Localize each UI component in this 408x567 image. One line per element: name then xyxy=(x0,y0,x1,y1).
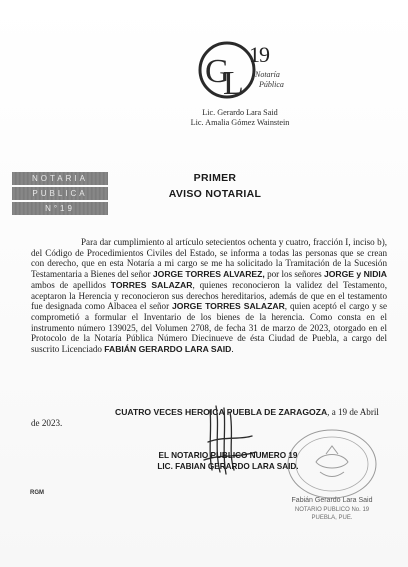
body-text: ambos de apellidos xyxy=(31,279,111,290)
signature-name: LIC. FABIAN GERARDO LARA SAID. xyxy=(157,462,299,471)
logo-text-notaria: Notaría xyxy=(255,70,280,79)
notary-name-1: Lic. Gerardo Lara Said xyxy=(202,108,278,117)
notice-body xyxy=(31,237,387,355)
body-text: Para dar cumplimiento al artículo setecientos ochenta y cuatro, fracción I, inciso b), del Código de Procedimientos Civiles del Estado, se informa a todas las personas que se crean con derecho, que en esta Notaría a mi cargo se me ha solicitado la Tramitación de la Sucesión Testamentaria a Bienes del señor xyxy=(31,237,387,280)
deceased-name: JORGE TORRES ALVAREZ, xyxy=(152,269,265,280)
body-text: , quien aceptó el cargo y se comprometió a formular el Inventario de los bienes de la herencia. Como consta en el instrumento número 139025, del Volumen 2708, de fecha 31 de marzo de 2023, otorgado en el Protocolo de la Notaría Pública Número Diecinueve de ésta Ciudad de Puebla, a cargo del suscrito Licenciado xyxy=(31,301,387,355)
heirs-surnames: TORRES SALAZAR xyxy=(110,279,193,290)
footer-initials: RGM xyxy=(30,490,44,496)
albacea-name: JORGE TORRES SALAZAR xyxy=(172,301,285,312)
notary-stamp-block xyxy=(12,172,108,217)
svg-text:G: G xyxy=(205,53,230,90)
notary-block-line: N°19 xyxy=(12,202,108,215)
body-text: por los señores xyxy=(264,269,324,280)
seal-city: PUEBLA, PUE. xyxy=(311,515,353,521)
notice-title-primer: PRIMER xyxy=(193,172,237,184)
city-name: CUATRO VECES HEROICA PUEBLA DE ZARAGOZA xyxy=(115,407,328,417)
seal-number: NOTARIO PUBLICO No. 19 xyxy=(294,507,370,513)
notary-block-line: PUBLICA xyxy=(12,187,108,200)
notary-block-line: NOTARIA xyxy=(12,172,108,185)
svg-text:L: L xyxy=(223,65,244,102)
date-text: , a 19 de Abril de 2023. xyxy=(31,407,379,428)
logo-text-publica: Pública xyxy=(259,80,284,89)
body-text: . xyxy=(231,344,234,355)
logo-number: 19 xyxy=(249,42,269,67)
notary-logo xyxy=(197,38,297,102)
seal-name: Fabián Gerardo Lara Said xyxy=(291,497,373,504)
notary-names xyxy=(150,108,330,128)
notary-full-name: FABIÁN GERARDO LARA SAID xyxy=(104,344,232,355)
body-text: , quienes reconocieron la validez del Testamento, aceptaron la Herencia y reconocieron sus derechos hereditarios, además de que en el testamento fue designada como Albacea el señor xyxy=(31,279,388,312)
notice-title-aviso: AVISO NOTARIAL xyxy=(168,188,262,200)
heirs-names: JORGE y NIDIA xyxy=(323,269,387,280)
notary-name-2: Lic. Amalia Gómez Wainstein xyxy=(190,118,290,127)
signature-title: EL NOTARIO PUBLICO NUMERO 19 xyxy=(158,451,298,460)
